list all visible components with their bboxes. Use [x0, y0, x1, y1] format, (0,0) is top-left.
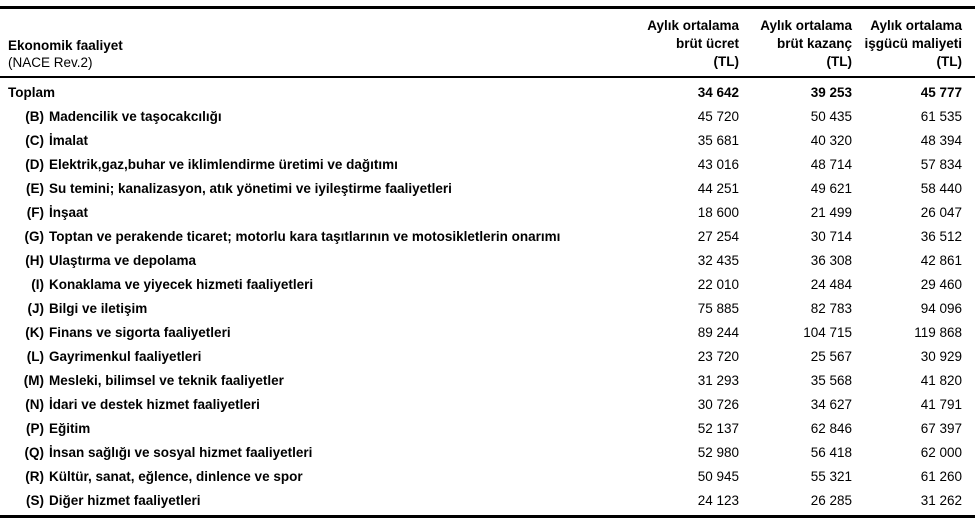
row-value: 24 484 — [810, 276, 852, 292]
table-row — [0, 248, 975, 272]
activity-label — [8, 421, 639, 436]
table-body — [0, 78, 975, 515]
activity-label — [8, 397, 639, 412]
activity-header-title: Ekonomik faaliyet — [8, 38, 123, 53]
table-row — [0, 440, 975, 464]
nace-code: (R) — [25, 468, 44, 484]
table-row — [0, 176, 975, 200]
table-row — [0, 128, 975, 152]
activity-name: Diğer hizmet faaliyetleri — [49, 492, 201, 508]
row-value: 50 435 — [810, 108, 852, 124]
column-header-line: brüt kazanç — [776, 36, 852, 51]
activity-label — [8, 493, 639, 508]
row-value: 119 868 — [914, 324, 962, 340]
activity-name: Finans ve sigorta faaliyetleri — [49, 324, 231, 340]
row-value: 24 123 — [697, 492, 739, 508]
table-row — [0, 152, 975, 176]
row-value: 40 320 — [810, 132, 852, 148]
row-value: 29 460 — [920, 276, 962, 292]
row-value: 30 714 — [810, 228, 852, 244]
row-value: 104 715 — [803, 324, 852, 340]
nace-code: (E) — [26, 180, 44, 196]
row-value: 23 720 — [697, 348, 739, 364]
activity-label — [8, 373, 639, 388]
row-value: 55 321 — [810, 468, 852, 484]
activity-name: Ulaştırma ve depolama — [49, 252, 197, 268]
nace-code: (L) — [26, 348, 44, 364]
activity-label — [8, 229, 639, 244]
row-value: 35 681 — [697, 132, 739, 148]
row-value: 67 397 — [920, 420, 962, 436]
row-value: 61 260 — [920, 468, 962, 484]
activity-name: Kültür, sanat, eğlence, dinlence ve spor — [49, 468, 303, 484]
activity-label — [8, 133, 639, 148]
row-value: 61 535 — [920, 108, 962, 124]
table-row — [0, 272, 975, 296]
total-row-label: Toplam — [8, 84, 55, 100]
row-value: 34 627 — [810, 396, 852, 412]
activity-name: Bilgi ve iletişim — [49, 300, 148, 316]
nace-code: (G) — [24, 228, 44, 244]
row-value: 36 308 — [810, 252, 852, 268]
activity-label — [8, 445, 639, 460]
column-header-gross-wage — [639, 17, 739, 71]
activity-name: İnsan sağlığı ve sosyal hizmet faaliyetleri — [49, 444, 313, 460]
column-header-line: Aylık ortalama — [647, 18, 739, 33]
nace-code: (C) — [25, 132, 44, 148]
row-value: 18 600 — [697, 204, 739, 220]
activity-label — [8, 253, 639, 268]
row-value: 89 244 — [697, 324, 739, 340]
nace-code: (F) — [26, 204, 44, 220]
row-value: 26 285 — [810, 492, 852, 508]
nace-code: (B) — [25, 108, 44, 124]
row-value: 32 435 — [697, 252, 739, 268]
activity-name: İmalat — [49, 132, 89, 148]
row-value: 82 783 — [810, 300, 852, 316]
column-header-line: (TL) — [713, 54, 739, 69]
nace-code: (J) — [27, 300, 44, 316]
nace-code: (I) — [31, 276, 44, 292]
row-value: 43 016 — [697, 156, 739, 172]
activity-name: Mesleki, bilimsel ve teknik faaliyetler — [49, 372, 284, 388]
row-value: 62 846 — [810, 420, 852, 436]
activity-name: İdari ve destek hizmet faaliyetleri — [49, 396, 260, 412]
column-header-line: brüt ücret — [675, 36, 739, 51]
row-value: 42 861 — [920, 252, 962, 268]
row-value: 21 499 — [810, 204, 852, 220]
row-value: 36 512 — [920, 228, 962, 244]
activity-name: Elektrik,gaz,buhar ve iklimlendirme üretimi ve dağıtımı — [49, 156, 398, 172]
row-value: 52 980 — [697, 444, 739, 460]
row-value: 48 394 — [920, 132, 962, 148]
table-row — [0, 320, 975, 344]
total-row-value: 39 253 — [810, 84, 852, 100]
table-row — [0, 368, 975, 392]
nace-code: (H) — [25, 252, 44, 268]
table-row — [0, 416, 975, 440]
activity-label — [8, 181, 639, 196]
column-header-gross-earnings — [739, 17, 852, 71]
column-header-line: (TL) — [936, 54, 962, 69]
row-value: 52 137 — [697, 420, 739, 436]
activity-label — [8, 277, 639, 292]
total-row — [0, 80, 975, 104]
row-value: 44 251 — [697, 180, 739, 196]
row-value: 30 726 — [697, 396, 739, 412]
column-header-labour-cost — [852, 17, 962, 71]
activity-label — [8, 325, 639, 340]
row-value: 49 621 — [810, 180, 852, 196]
total-row-value: 34 642 — [697, 84, 739, 100]
table-row — [0, 392, 975, 416]
row-value: 75 885 — [697, 300, 739, 316]
row-value: 94 096 — [920, 300, 962, 316]
table-bottom-border — [0, 515, 975, 518]
column-header-line: Aylık ortalama — [870, 18, 962, 33]
activity-name: Gayrimenkul faaliyetleri — [49, 348, 202, 364]
activity-header-subtitle: (NACE Rev.2) — [8, 55, 93, 70]
row-value: 45 720 — [697, 108, 739, 124]
row-value: 57 834 — [920, 156, 962, 172]
activity-name: Eğitim — [49, 420, 91, 436]
column-header-line: (TL) — [826, 54, 852, 69]
table-row — [0, 200, 975, 224]
row-value: 25 567 — [810, 348, 852, 364]
table-header — [0, 9, 975, 76]
activity-label — [8, 469, 639, 484]
activity-label — [8, 349, 639, 364]
row-value: 26 047 — [920, 204, 962, 220]
nace-code: (P) — [26, 420, 44, 436]
row-value: 56 418 — [810, 444, 852, 460]
activity-name: İnşaat — [49, 204, 89, 220]
total-row-value: 45 777 — [920, 84, 962, 100]
table-row — [0, 104, 975, 128]
table-row — [0, 296, 975, 320]
table-row — [0, 488, 975, 512]
column-header-line: Aylık ortalama — [760, 18, 852, 33]
nace-code: (S) — [26, 492, 44, 508]
nace-code: (Q) — [24, 444, 44, 460]
row-value: 22 010 — [697, 276, 739, 292]
table-row — [0, 224, 975, 248]
row-value: 58 440 — [920, 180, 962, 196]
row-value: 35 568 — [810, 372, 852, 388]
row-value: 27 254 — [697, 228, 739, 244]
activity-name: Toptan ve perakende ticaret; motorlu kara taşıtlarının ve motosikletlerin onarımı — [49, 228, 561, 244]
activity-name: Su temini; kanalizasyon, atık yönetimi ve iyileştirme faaliyetleri — [49, 180, 452, 196]
row-value: 48 714 — [810, 156, 852, 172]
row-value: 31 293 — [697, 372, 739, 388]
activity-name: Konaklama ve yiyecek hizmeti faaliyetleri — [49, 276, 314, 292]
activity-column-header — [8, 37, 639, 71]
activity-label — [8, 205, 639, 220]
row-value: 31 262 — [920, 492, 962, 508]
row-value: 50 945 — [697, 468, 739, 484]
nace-code: (M) — [23, 372, 44, 388]
table-row — [0, 344, 975, 368]
activity-label — [8, 301, 639, 316]
nace-code: (N) — [25, 396, 44, 412]
activity-label — [8, 109, 639, 124]
activity-name: Madencilik ve taşocakcılığı — [49, 108, 222, 124]
row-value: 41 820 — [920, 372, 962, 388]
row-value: 41 791 — [920, 396, 962, 412]
nace-code: (K) — [25, 324, 44, 340]
table-row — [0, 464, 975, 488]
row-value: 62 000 — [920, 444, 962, 460]
nace-code: (D) — [25, 156, 44, 172]
activity-label — [8, 157, 639, 172]
row-value: 30 929 — [920, 348, 962, 364]
column-header-line: işgücü maliyeti — [864, 36, 962, 51]
